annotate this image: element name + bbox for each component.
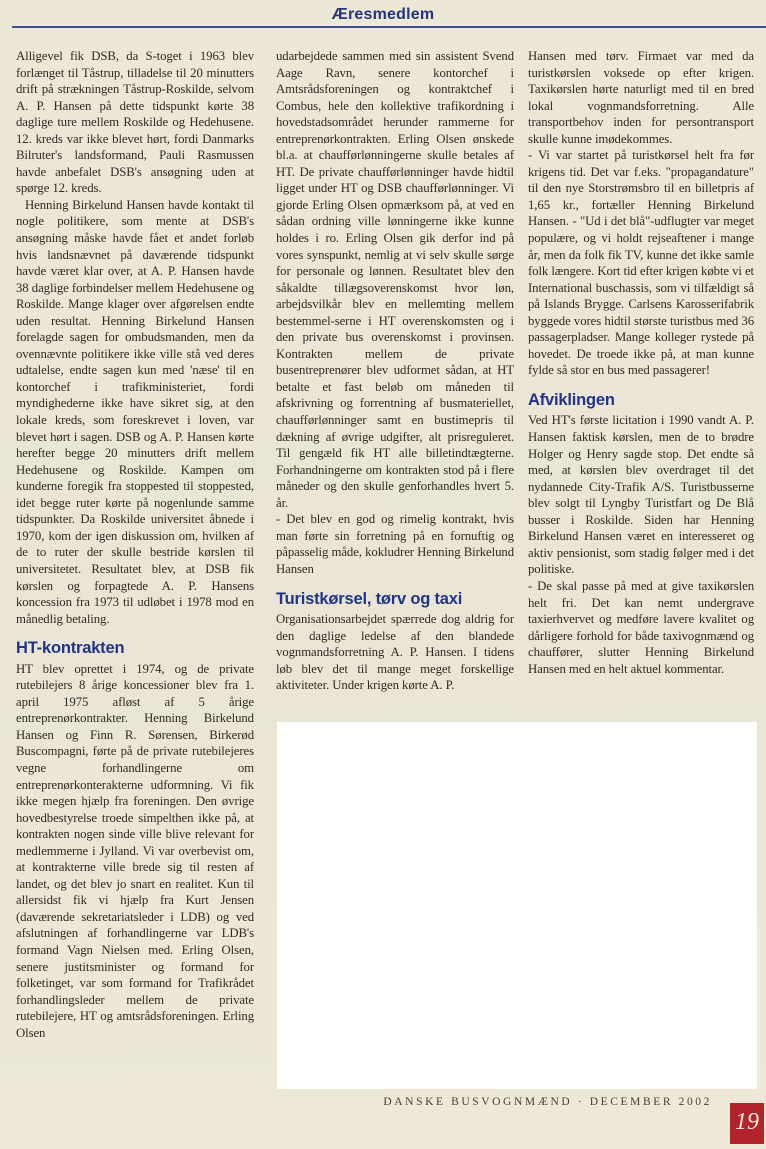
text-column-2	[276, 48, 514, 694]
text-column-3	[528, 48, 754, 677]
section-heading-afviklingen: Afviklingen	[528, 390, 615, 409]
paragraph: Ved HT's første licitation i 1990 vandt A. P. Hansen faktisk kørslen, men de to brødre Holger og Henry sagde stop. Det endte så med, at kørslen blev overdraget til det nydannede City-Trafik A/S. Turistbusserne blev solgt til Lyngby Turistfart og De Blå busser i Roskilde. Siden har Henning Birkelund Hansen været en interesseret og aktiv pensionist, som stadig følger med i det politiske.	[528, 413, 754, 577]
page-number-badge	[730, 1103, 764, 1144]
paragraph: - Vi var startet på turistkørsel helt fra før krigens tid. Det var f.eks. "propagandature" til den nye Storstrømsbro til en billetpris af 1,65 kr., fortæller Henning Birkelund Hansen. - "Ud i det blå"-udflugter var meget populære, og vi holdt rejseaftener i mange år, men da folk fik TV, kunne det ikke samle folk længere. Kort tid efter krigen købte vi et International buschassis, som vi tilfældigt så på Islands Brygge. Carlsens Karosserifabrik byggede vores hidtil største turistbus med 36 passagerpladser. Mange kolleger rystede på hovedet. De troede ikke på, at man kunne fylde så stor en bus med passagerer!	[528, 148, 754, 378]
footer-journal-line: DANSKE BUSVOGNMÆND · DECEMBER 2002	[383, 1096, 712, 1108]
paragraph: Alligevel fik DSB, da S-toget i 1963 blev forlænget til Tåstrup, tilladelse til 20 minutters drift på strækningen Tåstrup-Roskilde, selvom A. P. Hansen på dette tidspunkt kørte 38 daglige ture mellem Roskilde og Hedehusene. 12. kreds var ikke blevet hørt, fordi Danmarks Bilruter's landsformand, Pauli Rasmussen havde anbefalet DSB's ansøgning uden at spørge 12. kreds.	[16, 49, 254, 196]
paragraph: Henning Birkelund Hansen havde kontakt til nogle politikere, som mente at DSB's ansøgning måske havde fået et andet forløb hvis landsnævnet på daværende tidspunkt havde været klar over, at A. P. Hansen havde 38 daglige forbindelser mellem Hedehusene og Roskilde. Mange klager over afgørelsen endte uden resultat. Henning Birkelund Hansen forelagde sagen for ombudsmanden, men da ovennævnte politikere ikke ville stå ved deres udtalelse, endte sagen kun med 'næse' til en kontorchef i trafikministeriet, fordi myndighederne ikke have sikret sig, at den lokale kreds, som foreskrevet i loven, var blevet hørt i sagen. DSB og A. P. Hansen kørte herefter begge 20 minutters drift mellem Hedehusene og Roskilde. Kampen om kunderne foregik fra stoppested til stoppested, idet begge ruter kørte på nogenlunde samme tidspunkter. Da Roskilde universitet åbnede i 1970, kom der igen diskussion om, hvilken af de to ruter der skulle bestride kørslen til universitetet. Resultatet blev, at DSB fik kørslen og forpagtede A. P. Hansens koncession fra 1973 til udløbet i 1978 mod en månedlig betaling.	[16, 197, 254, 626]
paragraph: Hansen med tørv. Firmaet var med da turistkørslen voksede op efter krigen. Taxikørslen hørte naturligt med til en bred lokal vognmandsforretning. Alle transportbehov inden for persontransport skulle kunne imødekommes.	[528, 49, 754, 146]
paragraph: Organisationsarbejdet spærrede dog aldrig for den daglige ledelse af den blandede vognmandsforretning A. P. Hansen. I tidens løb blev det til mange meget forskellige aktiviteter. Under krigen kørte A. P.	[276, 612, 514, 693]
page-number: 19	[735, 1109, 759, 1135]
header-rule-divider	[12, 26, 766, 28]
paragraph: udarbejdede sammen med sin assistent Svend Aage Ravn, senere kontorchef i Amtsrådsforeningen og kontraktchef i Combus, hele den kollektive trafikordning i hovedstadsområdet herunder rammerne for entreprenørkontrakten. Erling Olsen ønskede bl.a. at chaufførlønningerne skulle betales af HT. De private chaufførlønninger havde hidtil ligget under HT og DSB chaufførlønninger. Vi gjorde Erling Olsen opmærksom på, at ved en sådan ordning ville lønningerne ikke kunne holdes i ro. Erling Olsen gik derfor ind på vores synspunkt, nemlig at vi selv skulle sørge for personale og lønnen. Resultatet blev den såkaldte tillægsoverenskomst hvor løn, arbejdsvilkår blev en mellemting mellem bestemmel-serne i HT overenskomsten og i den private bus overenskomst i provinsen. Kontrakten mellem de private busentreprenører blev udformet sådan, at HT betalte et fast beløb om måneden til afskrivning og forrentning af busmateriellet, chaufførlønninger samt en bustimepris til dækning af øvrige udgifter, alt prisreguleret. Til gengæld fik HT alle billetindtægterne. Forhandningerne om kontrakten stod på i flere måneder og den skulle genforhandles hvert 5. år.	[276, 49, 514, 510]
paragraph: - De skal passe på med at give taxikørslen helt fri. Det kan nemt undergrave taxierhvervet og medføre lavere kvalitet og dårligere forhold for både taxivognmænd og chauffører, slutter Henning Birkelund Hansen med en helt aktuel kommentar.	[528, 578, 754, 676]
paragraph: HT blev oprettet i 1974, og de private rutebilejers 8 årige koncessioner blev fra 1. april 1975 afløst af 5 årige entreprenørkontrakter. Henning Birkelund Hansen og Finn R. Sørensen, Birkerød Buscompagni, førte på de private rutebilejeres vegne forhandlingerne om entreprenørkonterakterne udformning. Vi fik ikke megen hjælp fra foreningen. Den øvrige hovedbestyrelse troede simpelthen ikke på, at kontrakten nogen sinde ville blive relevant for medlemmerne i Jylland. Vi var overbevist om, at kontrakterne ville brede sig til resten af landet, og det blev jo snart en realitet. Kun til allersidst fik vi hjælp fra Kurt Jensen (daværende sekretariatsleder i LDB) og ved afslutningen af forhandlingerne var LDB's formand Vagn Nielsen med. Erling Olsen, senere justitsminister og formand for folketinget, var som formand for Trafikrådet forhandlingsleder mellem de private rutebilejere, HT og amtsrådsforeningen. Erling Olsen	[16, 661, 254, 1040]
image-placeholder	[277, 722, 757, 1089]
section-heading-ht-kontrakten: HT-kontrakten	[16, 639, 125, 658]
paragraph: - Det blev en god og rimelig kontrakt, hvis man førte sin forretning på en fornuftig og påpasselig måde, kokludrer Henning Birkelund Hansen	[276, 512, 514, 576]
text-column-1	[16, 48, 254, 1096]
section-heading-turistkorsel: Turistkørsel, tørv og taxi	[276, 589, 463, 608]
page-header-title-text: Æresmedlem	[331, 6, 435, 23]
page-header-title	[0, 6, 766, 24]
